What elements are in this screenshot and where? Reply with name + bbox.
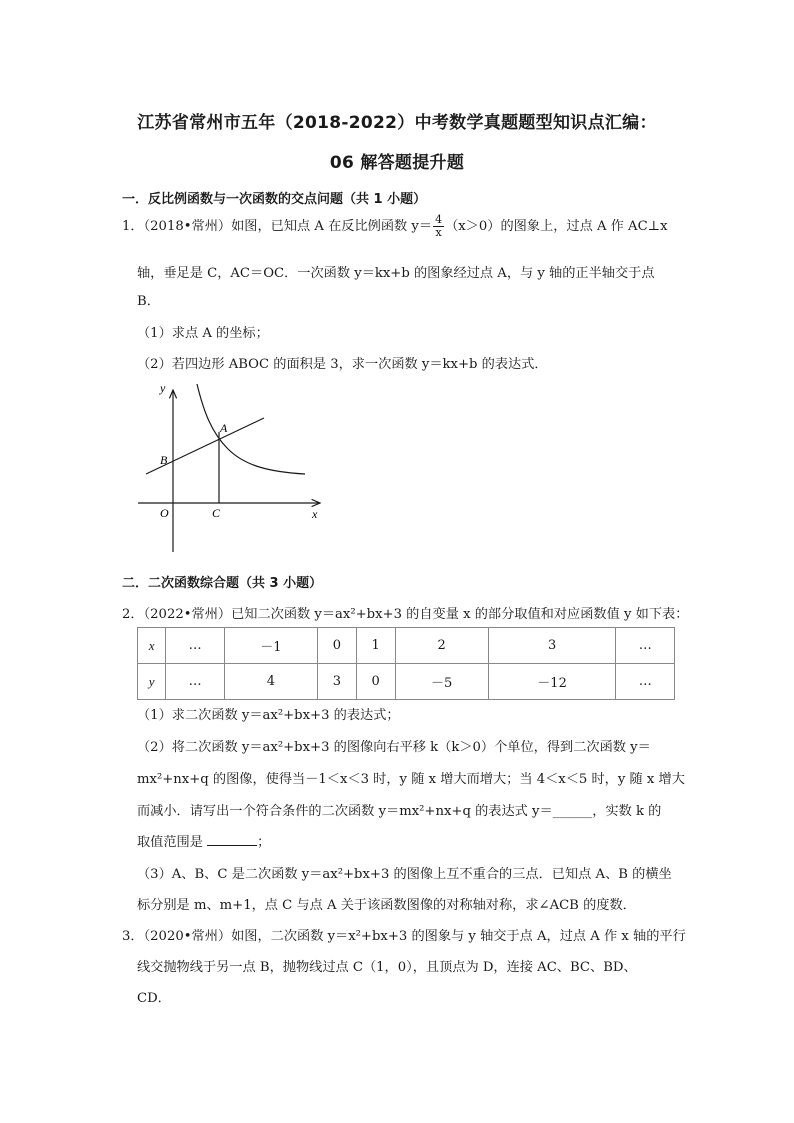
q2-part2-line4-text: 取值范围是 [137, 835, 203, 850]
q1-line2: 轴，垂足是 C，AC＝OC．一次函数 y＝kx+b 的图象经过点 A，与 y 轴的正半轴交于点 [137, 266, 655, 281]
q1-line3: B． [137, 294, 160, 309]
document-title-line2: 06 解答题提升题 [329, 153, 465, 173]
fraction-4-over-x [433, 214, 444, 239]
fraction-denominator: x [435, 226, 442, 239]
label-C: C [212, 506, 221, 520]
q2-part3-line1: （3）A、B、C 是二次函数 y＝ax²+bx+3 的图像上互不重合的三点．已知点 A、B 的横坐 [137, 867, 672, 882]
q2-part1: （1）求二次函数 y＝ax²+bx+3 的表达式； [137, 708, 400, 723]
table-cell: －12 [488, 664, 616, 700]
q3-line3: CD． [137, 991, 171, 1006]
q2-part2-line3: 而减小．请写出一个符合条件的二次函数 y＝mx²+nx+q 的表达式 y＝______，实数 k 的 [137, 804, 662, 819]
label-A: A [220, 421, 228, 435]
table-row-y [138, 664, 675, 700]
table-cell: 4 [224, 664, 317, 700]
q3-line2: 线交抛物线于另一点 B，抛物线过点 C（1，0），且顶点为 D，连接 AC、BC、BD、 [137, 960, 637, 975]
table-cell: 3 [318, 664, 357, 700]
table-cell: 0 [356, 664, 395, 700]
label-y: y [160, 381, 166, 395]
q1-line1 [122, 214, 668, 239]
q1-line1-text-a: 1．（2018•常州）如图，已知点 A 在反比例函数 y＝ [122, 219, 433, 234]
table-cell: … [616, 628, 675, 664]
label-x: x [312, 507, 318, 521]
table-cell: x [138, 628, 166, 664]
q2-part2-line2: mx²+nx+q 的图像，使得当－1＜x＜3 时，y 随 x 增大而增大；当 4＜x＜5 时，y 随 x 增大 [137, 772, 685, 787]
hyperbola-curve [197, 384, 305, 474]
values-table [137, 627, 675, 700]
q2-part2-line1: （2）将二次函数 y＝ax²+bx+3 的图像向右平移 k（k＞0）个单位，得到二次函数 y＝ [137, 740, 651, 755]
document-title-line1: 江苏省常州市五年（2018-2022）中考数学真题题型知识点汇编： [137, 113, 657, 133]
q1-part2: （2）若四边形 ABOC 的面积是 3，求一次函数 y＝kx+b 的表达式． [137, 357, 548, 372]
table-cell: … [166, 664, 225, 700]
table-cell: y [138, 664, 166, 700]
fraction-numerator: 4 [435, 213, 443, 226]
table-cell: … [166, 628, 225, 664]
q1-figure [130, 378, 330, 556]
table-cell: 0 [318, 628, 357, 664]
q3-line1: 3．（2020•常州）如图，二次函数 y＝x²+bx+3 的图象与 y 轴交于点 A，过点 A 作 x 轴的平行 [122, 929, 686, 944]
table-cell: 1 [356, 628, 395, 664]
label-O: O [160, 506, 169, 520]
section-heading-1: 一．反比例函数与一次函数的交点问题（共 1 小题） [122, 192, 427, 207]
q2-line1: 2．（2022•常州）已知二次函数 y＝ax²+bx+3 的自变量 x 的部分取值和对应函数值 y 如下表： [122, 607, 689, 622]
table-row-x [138, 628, 675, 664]
table-cell: … [616, 664, 675, 700]
q2-part2-line4-end: ； [257, 835, 271, 850]
q1-part1: （1）求点 A 的坐标； [137, 326, 269, 341]
table-cell: 2 [395, 628, 488, 664]
table-cell: －5 [395, 664, 488, 700]
table-cell: 3 [488, 628, 616, 664]
section-heading-2: 二．二次函数综合题（共 3 小题） [122, 576, 323, 591]
q1-line1-text-b: （x＞0）的图象上，过点 A 作 AC⊥x [445, 219, 668, 234]
q2-part2-line4 [137, 831, 270, 850]
answer-blank [207, 833, 257, 846]
label-B: B [160, 453, 168, 467]
q2-part3-line2: 标分别是 m、m+1，点 C 与点 A 关于该函数图像的对称轴对称，求∠ACB 的度数． [137, 898, 636, 913]
table-cell: －1 [224, 628, 317, 664]
